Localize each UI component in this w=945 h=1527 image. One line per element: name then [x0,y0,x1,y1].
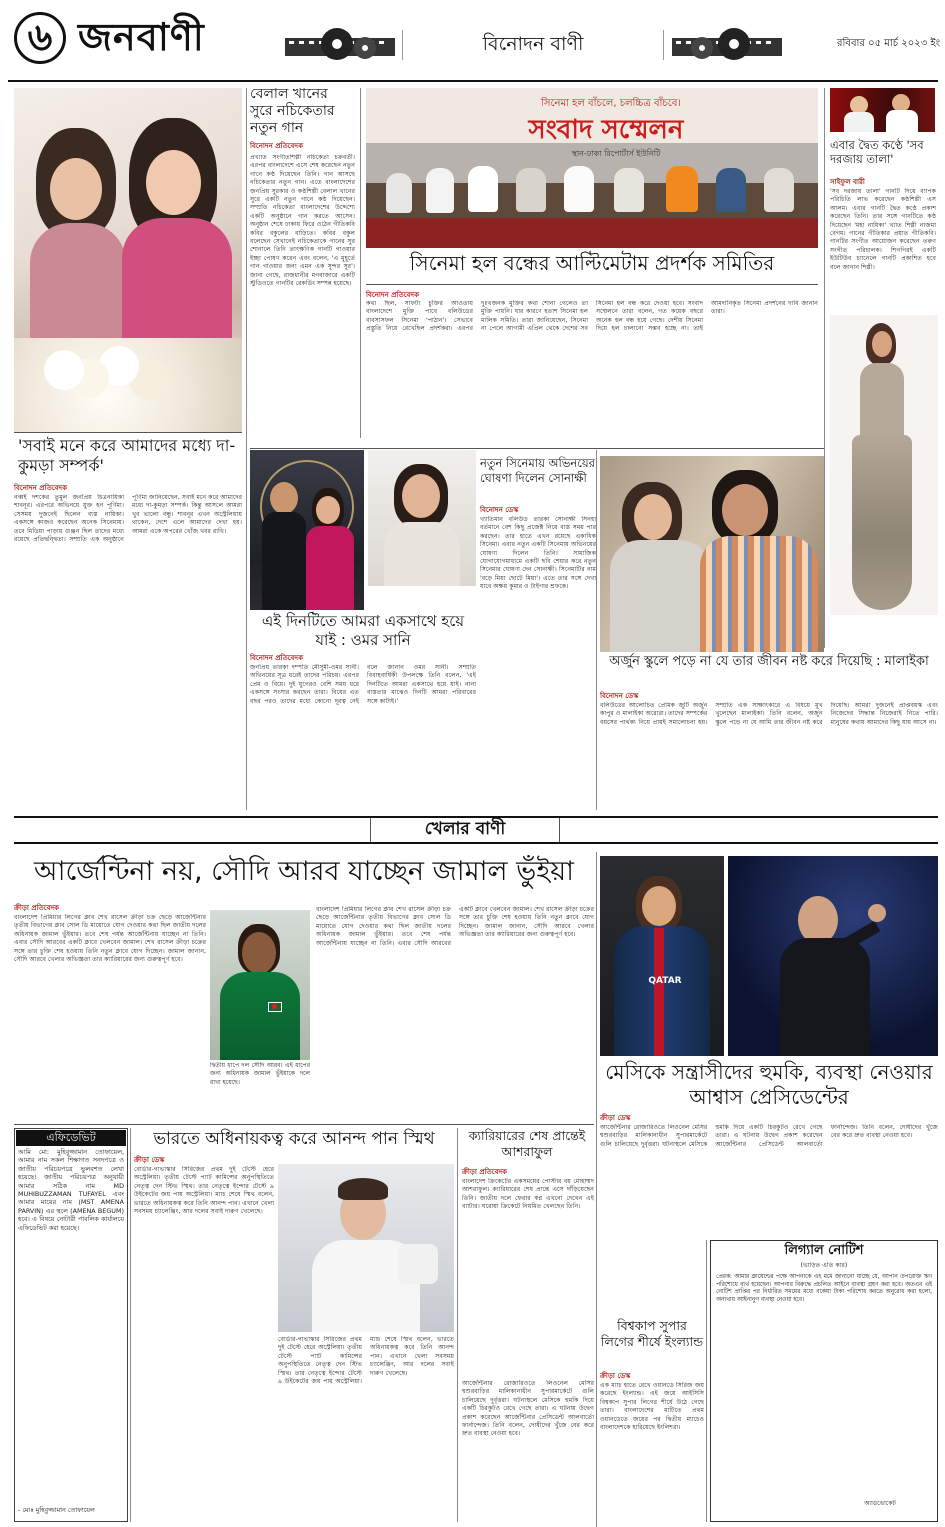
affidavit-title: এফিডেভিট [16,1130,126,1146]
legal-notice-signer: অ্যাডভোকেট [864,1500,896,1507]
banner-title: সংবাদ সম্মেলন [528,115,684,145]
malaika-byline: বিনোদন ডেস্ক [600,692,639,700]
affidavit-body: আমি মো: মুহিবুজ্জামান তোফায়েল, আমার নাম সকল শিক্ষাগত সনদপত্রে ও জাতীয় পরিচয়পত্রে ভুলবশত লেখা হয়েছে। জাতীয় পরিচয়পত্র অনুযায়ী আমার সঠিক নাম MD MUHIBUZZAMAN TUFAYEL এবং আমার মায়ের নাম (MST AMENA PARVIN) এর স্থলে (AMENA BEGUM) হবে। এ বিষয়ে নোটারী পাবলিক কার্যালয়ে এফিডেভিট করা হয়েছে। [18,1148,124,1232]
divider [250,448,824,449]
paper-logo: জনবাণী [78,15,205,59]
column-rule [596,450,597,810]
issue-date: রবিবার ০৫ মার্চ ২০২৩ ইং [837,38,940,49]
jamal-photo [210,910,310,1060]
affidavit-signature: - মোঃ মুহিবুজ্জামান তোফায়েল [18,1506,95,1514]
messi-headline: মেসিকে সন্ত্রাসীদের হুমকি, ব্যবস্থা নেওয়ার আশ্বাস প্রেসিডেন্টের [605,1060,933,1109]
column-rule [246,88,247,810]
column-rule [457,1128,458,1522]
smith-photo [278,1164,454,1332]
sports-section-label: খেলার বাণী [424,819,506,839]
belal-headline: বেলাল খানের সুরে নচিকেতার নতুন গান [250,86,335,136]
sobai-byline: বিনোদন প্রতিবেদক [14,484,67,492]
jamal-headline: আর্জেন্টিনা নয়, সৌদি আরব যাচ্ছেন জামাল ভুঁইয়া [33,856,575,887]
malaika-headline: অর্জুন স্কুলে পড়ে না যে তার জীবন নষ্ট করে দিয়েছি : মালাইকা [609,654,929,669]
omar-body: জনপ্রিয় তারকা দম্পতি মৌসুমী-ওমর সানী। অভিনয়ের সূত্র ধরেই তাদের পরিচয়। এরপর প্রেম ও বিয়ে। দুই যুগেরও বেশি সময় ধরে একসঙ্গে সংসার করছেন তারা। বিয়ের এত বছর পরও তাদের মধ্যে কোনো দূরত্ব নেই বলে জানান ওমর সানী। সম্প্রতি বিবাহবার্ষিকী উপলক্ষে তিনি বলেন, 'এই দিনটিতে আমরা একসাথে হয়ে যাই। নানা ব্যস্ততার মাঝেও দিনটি আমরা পরিবারের সঙ্গে কাটাই।' [250,664,476,705]
smith-body-continued: বোর্ডার-গাভাস্কার সিরিজের প্রথম দুই টেস্টে হেরে অস্ট্রেলিয়া। তৃতীয় টেস্টে প্যাট কামিন্সের অনুপস্থিতিতে নেতৃত্ব দেন স্টিভ স্মিথ। তার নেতৃত্বে ইন্দোর টেস্টে ৯ উইকেটের জয় পায় অস্ট্রেলিয়া। ম্যাচ শেষে স্মিথ বলেন, ভারতে অধিনায়কত্ব করে তিনি আনন্দ পান। এখানে খেলা সবসময় চ্যালেঞ্জিং, আর দলের সবাই দারুণ খেলেছে। [278,1336,454,1386]
messi-body: আর্জেন্টিনার রোজারিওতে লিওনেল মেসির শ্বশুরবাড়ির মালিকানাধীন সুপারমার্কেটে গুলি চালিয়েছে দুর্বৃত্তরা। ঘটনাস্থলে মেসিকে হুমকি দিয়ে একটি চিরকুটও রেখে গেছে তারা। এ ঘটনায় উদ্বেগ প্রকাশ করেছেন আর্জেন্টিনার প্রেসিডেন্ট আলবার্তো ফার্নান্দেজ। তিনি বলেন, দোষীদের খুঁজে বের করে দ্রুত ব্যবস্থা নেওয়া হবে। [600,1124,938,1148]
president-photo [728,856,938,1056]
column-rule [130,1128,131,1522]
banner-sub: স্থান-ঢাকা রিপোর্টার্স ইউনিটি [571,149,661,158]
messi-photo: QATAR [600,856,724,1056]
ashraful-body: বাংলাদেশ ক্রিকেটের একসময়ের পোস্টার বয় মোহাম্মদ আশরাফুল। ক্যারিয়ারের শেষ প্রান্তে এসে দাঁড়িয়েছেন তিনি। জাতীয় দলে ফেরার স্বপ্ন এখনো দেখেন এই ব্যাটার। ঘরোয়া ক্রিকেটে নিয়মিত খেলছেন তিনি। [462,1178,594,1211]
column-rule [706,1240,707,1522]
cinema-body: কথা ছিল, সাফটা চুক্তির আওতায় বাংলাদেশে মুক্তি পাবে বলিউডের ব্যবসাসফল সিনেমা 'পাঠান'। সেভাবে প্রস্তুতি নিয়ে রেখেছিল প্রদর্শকরা। এরপর দুঃখজনক মুক্তির কথা শোনা গেলেও তা মুক্তি পায়নি। যার কারণে হতাশ সিনেমা হল মালিক সমিতি। তারা জানিয়েছেন, সিনেমা না পেলে আগামী এপ্রিল থেকে দেশের সব সিনেমা হল বন্ধ করে দেওয়া হবে। সংবাদ সম্মেলনে তারা বলেন, গত কয়েক বছরে অনেক হল বন্ধ হয়ে গেছে। দেশীয় সিনেমা দিয়ে হল চালানো সম্ভব হচ্ছে না। তাই আমদানিকৃত সিনেমা প্রদর্শনের দাবি জানান তারা। [366,300,818,333]
messi-byline: ক্রীড়া ডেস্ক [600,1114,631,1122]
sonakshi-headline: নতুন সিনেমায় অভিনয়ের ঘোষণা দিলেন সোনাক্ষী [480,456,595,485]
belal-byline: বিনোদন প্রতিবেদক [250,142,303,150]
bishwakap-headline: বিশ্বকাপ সুপার লিগের শীর্ষে ইংল্যান্ড [600,1318,704,1349]
column-rule [360,88,361,438]
divider [366,284,818,285]
press-conference-photo [366,88,818,248]
purnima-shabnur-photo [14,88,242,433]
omar-mousumi-photo [250,450,364,610]
divider [14,1124,594,1125]
sonakshi-body: খ্যাতিমান বলিউড তারকা সোনাক্ষী সিনহা বর্তমানে বেশ কিছু প্রজেক্ট নিয়ে ব্যস্ত সময় পার করছেন। তার হাতে এখন রয়েছে একাধিক সিনেমা। এবার নতুন একটি সিনেমায় অভিনয়ের ঘোষণা দিলেন তিনি। সামাজিক যোগাযোগমাধ্যমে একটি ছবি শেয়ার করে নতুন সিনেমার ঘোষণা দেন সোনাক্ষী। সিনেমাটির নাম 'বড়ে মিয়া ছোটে মিয়া'। এতে তার সঙ্গে দেখা যাবে অক্ষয় কুমার ও টাইগার শ্রফকে। [480,516,596,591]
cinema-byline: বিনোদন প্রতিবেদক [366,291,419,299]
malaika-body: বলিউডের আলোচিত প্রেমিক জুটি অর্জুন কাপুর ও মালাইকা অরোরা। তাদের সম্পর্কের বয়সের পার্থক্য নিয়ে প্রায়ই সমালোচনা হয়। সম্প্রতি এক সাক্ষাৎকারে এ বিষয়ে মুখ খুলেছেন মালাইকা। তিনি বলেন, অর্জুন স্কুলে পড়ে না যে আমি তার জীবন নষ্ট করে দিয়েছি। আমরা দুজনেই প্রাপ্তবয়স্ক এবং নিজেদের সিদ্ধান্ত নিজেরাই নিতে পারি। মানুষের কথায় আমাদের কিছু যায় আসে না। [600,702,938,726]
jamal-byline: ক্রীড়া প্রতিবেদক [14,904,60,912]
masthead [0,0,945,88]
film-reel-icon [285,24,395,66]
page-number-text: ৬ [27,15,53,59]
bishwakap-body: এক ম্যাচ হাতে রেখে ওয়ানডে সিরিজ জয় করেছে ইংল্যান্ড। এই জয়ে আইসিসি বিশ্বকাপ সুপার লিগের শীর্ষে উঠে গেছে তারা। বাংলাদেশের মাটিতে প্রথম ওয়ানডেতে জয়ের পর দ্বিতীয় ম্যাচেও বাংলাদেশকে হারিয়েছে ইংলিশরা। [600,1382,704,1432]
omar-headline: এই দিনটিতে আমরা একসাথে হয়ে যাই : ওমর সানি [261,612,465,649]
sonakshi-photo [368,450,476,586]
smith-headline: ভারতে অধিনায়কত্ব করে আনন্দ পান স্মিথ [153,1129,435,1149]
smith-body: বোর্ডার-গাভাস্কার সিরিজের প্রথম দুই টেস্টে হেরে অস্ট্রেলিয়া। তৃতীয় টেস্টে প্যাট কামিন্সের অনুপস্থিতিতে নেতৃত্ব দেন স্টিভ স্মিথ। তার নেতৃত্বে ইন্দোর টেস্টে ৯ উইকেটের জয় পায় অস্ট্রেলিয়া। ম্যাচ শেষে স্মিথ বলেন, ভারতে অধিনায়কত্ব করে তিনি আনন্দ পান। এখানে খেলা সবসময় চ্যালেঞ্জিং, আর দলের সবাই দারুণ খেলেছে। [134,1166,274,1216]
jamal-body: বাংলাদেশ প্রিমিয়ার লিগের ক্লাব শেখ রাসেল ক্রীড়া চক্র ছেড়ে আর্জেন্টিনার তৃতীয় বিভাগের ক্লাব সোল ডি মায়োতে যোগ দেওয়ার কথা ছিল জাতীয় দলের অধিনায়ক জামাল ভুঁইয়ার। তবে শেষ পর্যন্ত আর্জেন্টিনায় যাচ্ছেন না তিনি। এবার সৌদি আরবের একটি ক্লাবে খেলবেন জামাল। শেখ রাসেল ক্রীড়া চক্রের সঙ্গে তার চুক্তি শেষ হওয়ায় তিনি নতুন ক্লাবে যোগ দিচ্ছেন। জামাল জানান, সৌদি আরবে খেলার অভিজ্ঞতা তার ক্যারিয়ারের জন্য গুরুত্বপূর্ণ হবে। [14,914,206,964]
film-reel-icon [672,24,782,66]
omar-byline: বিনোদন প্রতিবেদক [250,654,303,662]
smith-byline: ক্রীড়া ডেস্ক [134,1156,165,1164]
malaika-arjun-photo [600,456,824,652]
malaika-photo [830,315,938,615]
divider [14,432,242,433]
legal-notice-title: লিগ্যাল নোটিশ [784,1243,864,1258]
jamal-caption: দ্বিতীয় ধাপে দল সৌদি আরব। এই ধাপের জন্য অধিনায়ক জামাল ভুঁইয়াকে দলে রাখা হয়েছে। [210,1062,310,1086]
ebar-byline: সাইফুল বারী [830,178,865,186]
ashraful-byline: ক্রীড়া প্রতিবেদক [462,1168,508,1176]
jamal-body-continued: বাংলাদেশ প্রিমিয়ার লিগের ক্লাব শেখ রাসেল ক্রীড়া চক্র ছেড়ে আর্জেন্টিনার তৃতীয় বিভাগের ক্লাব সোল ডি মায়োতে যোগ দেওয়ার কথা ছিল জাতীয় দলের অধিনায়ক জামাল ভুঁইয়ার। তবে শেষ পর্যন্ত আর্জেন্টিনায় যাচ্ছেন না তিনি। এবার সৌদি আরবের একটি ক্লাবে খেলবেন জামাল। শেখ রাসেল ক্রীড়া চক্রের সঙ্গে তার চুক্তি শেষ হওয়ায় তিনি নতুন ক্লাবে যোগ দিচ্ছেন। জামাল জানান, সৌদি আরবে খেলার অভিজ্ঞতা তার ক্যারিয়ারের জন্য গুরুত্বপূর্ণ হবে। [316,906,594,947]
messi-body-continued: আর্জেন্টিনার রোজারিওতে লিওনেল মেসির শ্বশুরবাড়ির মালিকানাধীন সুপারমার্কেটে গুলি চালিয়েছে দুর্বৃত্তরা। ঘটনাস্থলে মেসিকে হুমকি দিয়ে একটি চিরকুটও রেখে গেছে তারা। এ ঘটনায় উদ্বেগ প্রকাশ করেছেন আর্জেন্টিনার প্রেসিডেন্ট আলবার্তো ফার্নান্দেজ। তিনি বলেন, দোষীদের খুঁজে বের করে দ্রুত ব্যবস্থা নেওয়া হবে। [462,1380,594,1438]
sonakshi-byline: বিনোদন ডেস্ক [480,506,519,514]
masthead-rule [8,80,938,82]
belal-body: প্রখ্যাত সংগীতশিল্পী নচিকেতা চক্রবর্তী। এরপর বাংলাদেশে এসে শেষ করেছেন নতুন গানে কণ্ঠ দিয়েছেন তিনি। গান আসছে নচিকেতার নতুন গান। এতে বাংলাদেশের জনপ্রিয় সুরকার ও কণ্ঠশিল্পী বেলাল খানের সুরে একটি নতুন গানে কণ্ঠ দিয়েছেন। সম্প্রতি নচিকেতা বাংলাদেশের উদ্দেশ্যে একটি অনুষ্ঠানে গান করতে আসেন। অনুষ্ঠান শেষে ঢাকায় ফিরে ওঠেন গীতিকবি কবির বকুলের বাড়িতে। কবির বকুল বলেছেন সেখানেই নচিকেতাকে গানের সুর শোনালে তিনি তাৎক্ষণিক গানটি গাওয়ার ইচ্ছা পোষণ করেন এবং বলেন, 'এ মুহূর্তে গান গাওয়ার জন্য এমন এক সুন্দর সুর'। জানা গেছে, রাজধানীর মগবাজারে একটি স্টুডিওতে গানটির রেকর্ডিং সম্পন্ন হয়েছে। [250,154,355,288]
ebar-headline: এবার দ্বৈত কণ্ঠে 'সব দরজায় তালা' [830,138,924,166]
legal-notice-sub: (ভাড়িত এতি কার) [800,1262,848,1269]
banner-text: সিনেমা হল বাঁচলে, চলচ্চিত্র বাঁচবে। [541,98,681,109]
legal-notice-body: প্রেরক: আমার ক্লায়েন্টের পক্ষে আপনাকে এই মর্মে জানানো যাচ্ছে যে, আপনি উপরোক্ত ঋণ পরিশোধে ব্যর্থ হয়েছেন। আপনার বিরুদ্ধে প্রচলিত আইনে ব্যবস্থা গ্রহণ করা হবে। অতএব এই নোটিশ প্রাপ্তির পর নির্ধারিত সময়ের মধ্যে বকেয়া টাকা পরিশোধ করতে অনুরোধ করা হলো, অন্যথায় আইনানুগ ব্যবস্থা নেওয়া হবে। [716,1274,932,1303]
section-title: বিনোদন বাণী [482,33,584,55]
column-rule [596,852,597,1527]
ebar-body: 'সব দরজায় তালা' গানটি দিয়ে ব্যাপক পরিচিতি লাভ করেছেন কণ্ঠশিল্পী এস আলম। এবার গানটি দ্বৈত কণ্ঠে প্রকাশ করেছেন তিনি। তার সঙ্গে গানটিতে কণ্ঠ দিয়েছেন 'মহা নায়িকা' খ্যাত শিল্পী নাজমা বেগম। গানের গীতিকার প্রয়াত গীতিকবি। গানটির সংগীত আয়োজন করেছেন তরুণ সংগীত পরিচালক। শিগগিরই একটি ইউটিউব চ্যানেলে গানটি প্রকাশিত হবে বলে জানান শিল্পী। [830,188,936,271]
singer-photo [830,88,935,132]
bishwakap-byline: ক্রীড়া ডেস্ক [600,1372,631,1380]
sobai-headline: 'সবাই মনে করে আমাদের মধ্যে দা-কুমড়া সম্পর্ক' [18,436,236,475]
sobai-body: নব্বই দশকের তুমুল জনপ্রিয় চিত্রনায়িকা শাবনূর। এরপরে অভিনয়ে যুক্ত হন পূর্ণিমা। সেসময় দুজনেই ছিলেন ব্যস্ত নায়িকা। একসঙ্গে কাজও করেছেন অনেক সিনেমায়। তবে মিডিয়া পাড়ায় গুঞ্জন ছিল তাদের মধ্যে রয়েছে প্রতিদ্বন্দ্বিতা। সম্প্রতি এক অনুষ্ঠানে পূর্ণিমা জানিয়েছেন, সবাই মনে করে আমাদের মধ্যে দা-কুমড়া সম্পর্ক। কিন্তু আসলে আমরা খুব ভালো বন্ধু। শাবনূর এখন অস্ট্রেলিয়ায় থাকেন, দেশে এলে আমাদের দেখা হয়। আমরা একে অপরের খোঁজ খবর রাখি। [14,494,242,544]
column-rule [824,88,825,648]
cinema-headline: সিনেমা হল বন্ধের আল্টিমেটাম প্রদর্শক সমিতির [409,251,775,275]
ashraful-headline: ক্যারিয়ারের শেষ প্রান্তেই আশরাফুল [468,1128,586,1159]
